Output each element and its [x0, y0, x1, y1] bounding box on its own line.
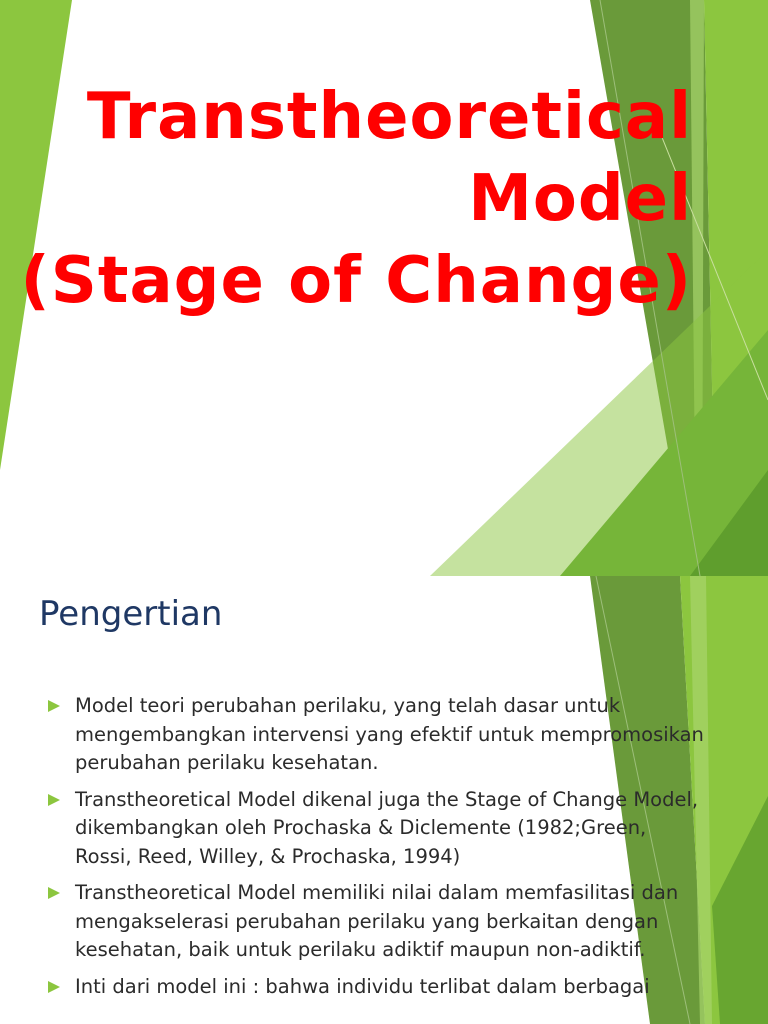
triangle-right-icon [48, 700, 60, 712]
triangle-right-icon [48, 887, 60, 899]
bullet-text: Transtheoretical Model memiliki nilai dalam memfasilitasi dan mengakselerasi perubahan perilaku yang berkaitan dengan kesehatan, baik untuk perilaku adiktif maupun non-adiktif. [75, 881, 679, 961]
list-item [48, 692, 708, 778]
content-slide [0, 576, 768, 1024]
bullet-text: Transtheoretical Model dikenal juga the Stage of Change Model, dikembangkan oleh Prochaska & Diclemente (1982;Green, Rossi, Reed, Willey, & Prochaska, 1994) [75, 787, 699, 868]
list-item [48, 879, 708, 965]
title-line-3: (Stage of Change) [20, 244, 692, 318]
bullet-text: Model teori perubahan perilaku, yang telah dasar untuk mengembangkan intervensi yang efektif untuk mempromosikan perubahan perilaku kesehatan. [75, 694, 704, 774]
title-line-2: Model [468, 162, 692, 236]
bullet-list [48, 692, 708, 1009]
triangle-right-icon [48, 981, 60, 993]
title-line-1: Transtheoretical [86, 80, 692, 154]
slide-heading: Pengertian [39, 594, 223, 634]
bullet-text: Inti dari model ini : bahwa individu terlibat dalam berbagai [75, 974, 650, 998]
list-item [48, 786, 708, 872]
triangle-right-icon [48, 794, 60, 806]
slide-title [21, 76, 692, 322]
list-item [48, 973, 708, 1002]
